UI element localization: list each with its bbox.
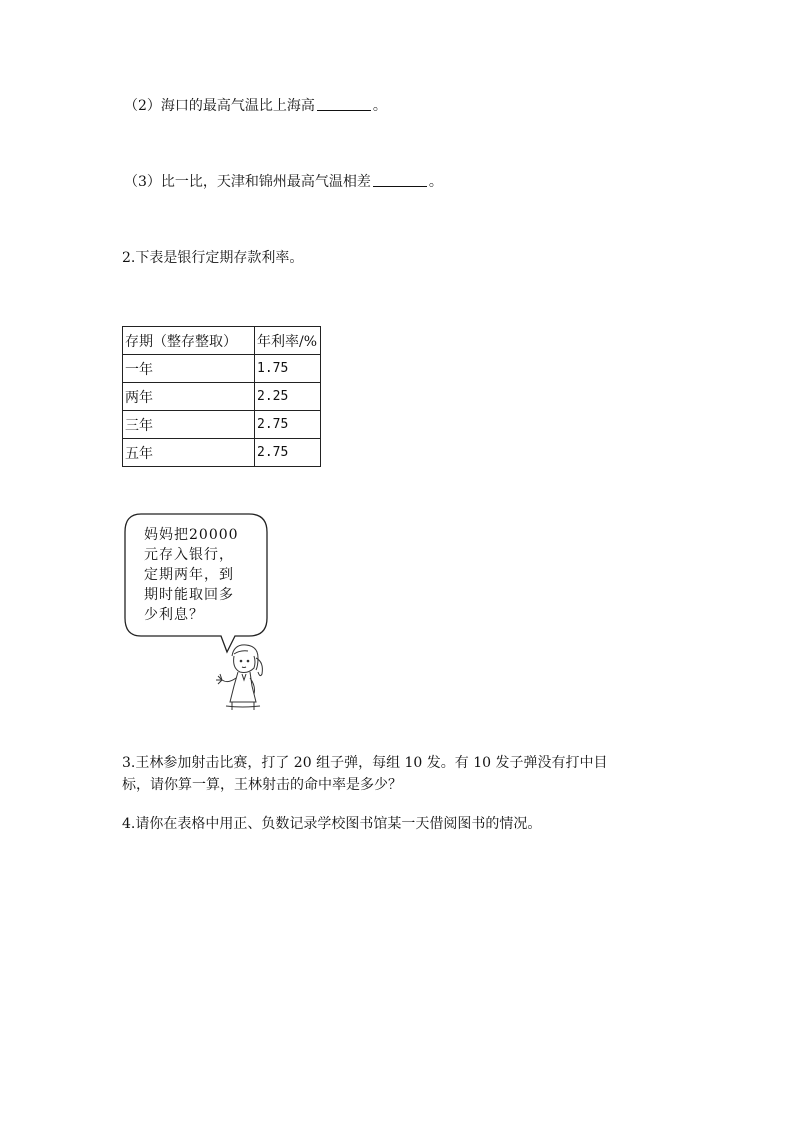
table-cell-term: 两年 [123,383,255,411]
table-row [123,383,321,411]
q1-part3-suffix: 。 [428,174,443,190]
answer-blank[interactable] [373,172,427,187]
table-cell-rate: 2.25 [255,383,321,411]
speech-bubble-text [144,525,268,625]
bubble-line: 定期两年，到 [144,567,234,583]
table-cell-term: 五年 [123,439,255,467]
interest-rate-table [122,326,321,467]
q1-part2-prefix: （2）海口的最高气温比上海高 [124,98,315,114]
q1-part2-suffix: 。 [372,98,387,114]
bubble-line: 元存入银行， [144,547,234,563]
question-3-line-1: 3.王林参加射击比赛，打了 20 组子弹，每组 10 发。有 10 发子弹没有打中目 [122,755,608,771]
answer-blank[interactable] [317,96,371,111]
table-cell-rate: 1.75 [255,355,321,383]
table-cell-term: 三年 [123,411,255,439]
question-3 [122,752,662,796]
question-3-line-2: 标，请你算一算，王林射击的命中率是多少？ [122,777,402,793]
table-cell-term: 一年 [123,355,255,383]
question-1-part-2 [124,96,387,116]
table-cell-rate: 2.75 [255,439,321,467]
girl-illustration [212,642,272,718]
bubble-line: 妈妈把20000 [144,527,239,543]
table-header-row [123,327,321,355]
table-row [123,355,321,383]
table-header-term: 存期（整存整取） [123,327,255,355]
question-1-part-3 [124,172,443,192]
table-cell-rate: 2.75 [255,411,321,439]
bubble-line: 少利息？ [144,607,204,623]
table-header-rate: 年利率/% [255,327,321,355]
table-row [123,411,321,439]
girl-waving-icon [212,642,272,714]
question-4: 4.请你在表格中用正、负数记录学校图书馆某一天借阅图书的情况。 [122,816,542,832]
question-2-title: 2.下表是银行定期存款利率。 [122,250,304,266]
table-row [123,439,321,467]
bubble-line: 期时能取回多 [144,587,234,603]
q1-part3-prefix: （3）比一比，天津和锦州最高气温相差 [124,174,371,190]
